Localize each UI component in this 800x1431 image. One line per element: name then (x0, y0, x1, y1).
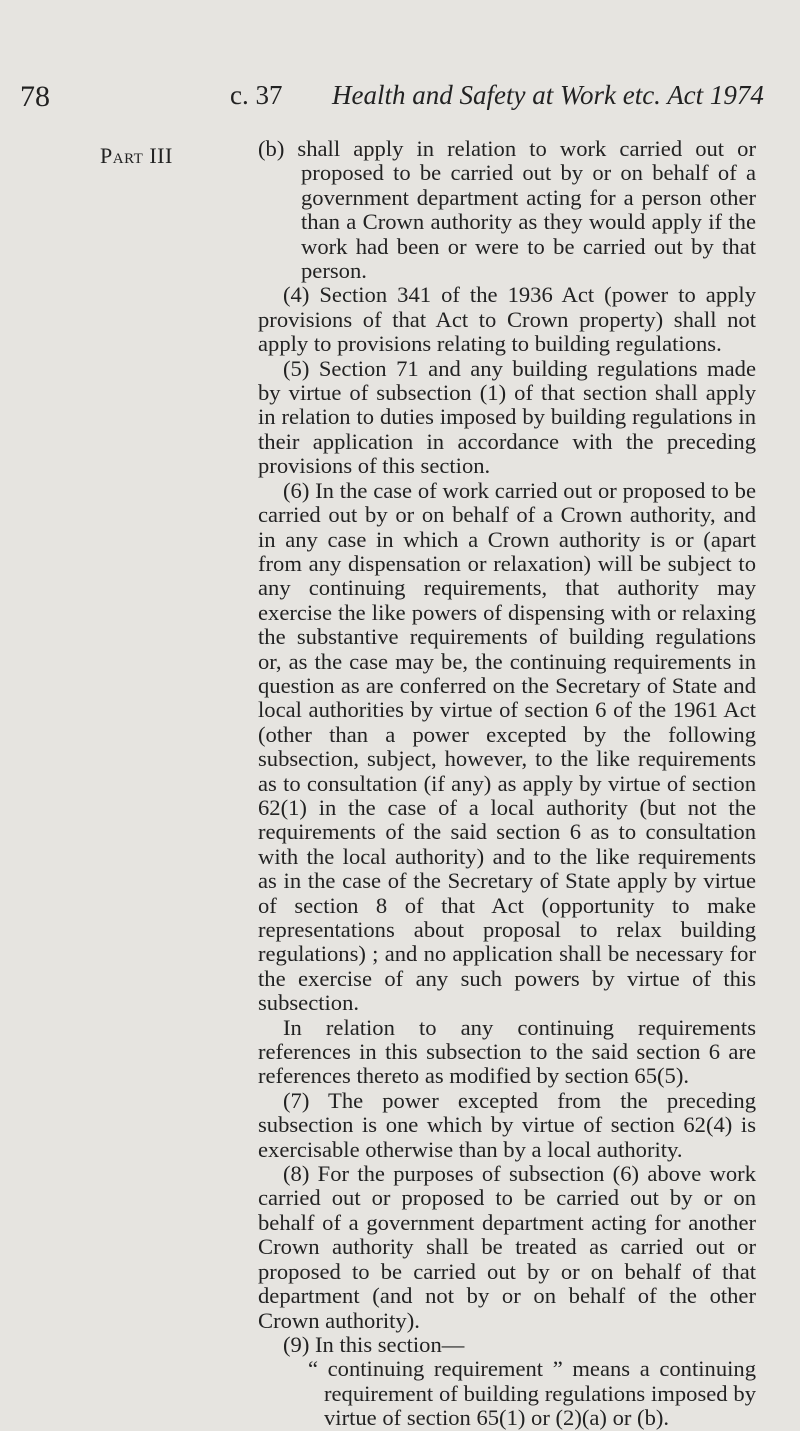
definition-continuing-requirement: “ continuing requirement ” means a continuing requirement of building regulations imposed by virtue of section 65(1) or (2)(a) or (b). (308, 1356, 756, 1431)
subsection-7: (7) The power excepted from the preceding subsection is one which by virtue of section 62(4) is exercisable otherwise than by a local authority. (258, 1087, 756, 1162)
paragraph-b: (b) shall apply in relation to work carried out or proposed to be carried out by or on behalf of a government department acting for a person other than a Crown authority as they would apply if the work had been or were to be carried out by that person. (258, 136, 756, 284)
part-label: Part III (100, 143, 173, 168)
body-text (258, 137, 756, 1431)
subsection-5: (5) Section 71 and any building regulations made by virtue of subsection (1) of that section shall apply in relation to duties imposed by building regulations in their application in accordance with the preceding provisions of this section. (258, 355, 756, 479)
subsection-6-continuation: In relation to any continuing requirements references in this subsection to the said section 6 are references thereto as modified by section 65(5). (258, 1014, 756, 1089)
running-title: Health and Safety at Work etc. Act 1974 (332, 80, 764, 110)
subsection-8: (8) For the purposes of subsection (6) above work carried out or proposed to be carried out by or on behalf of a government department acting for another Crown authority shall be treated as carried out or proposed to be carried out by or on behalf of that department (and not by or on behalf of the other Crown authority). (258, 1161, 756, 1333)
chapter-number: c. 37 (230, 80, 283, 110)
subsection-9: (9) In this section— (283, 1331, 465, 1357)
page-number: 78 (20, 80, 50, 113)
subsection-4: (4) Section 341 of the 1936 Act (power to apply provisions of that Act to Crown property) shall not apply to provisions relating to building regulations. (258, 282, 756, 357)
subsection-6: (6) In the case of work carried out or proposed to be carried out by or on behalf of a Crown authority, and in any case in which a Crown authority is or (apart from any dispensation or relaxation) will be subject to any continuing requirements, that authority may exercise the like powers of dispensing with or relaxing the substantive requirements of building regulations or, as the case may be, the continuing requirements in question as are conferred on the Secretary of State and local authorities by virtue of section 6 of the 1961 Act (other than a power excepted by the following subsection, subject, however, to the like requirements as to consultation (if any) as apply by virtue of section 62(1) in the case of a local authority (but not the requirements of the said section 6 as to consultation with the local authority) and to the like requirements as in the case of the Secretary of State apply by virtue of section 8 of that Act (opportunity to make representations about proposal to relax building regulations) ; and no application shall be necessary for the exercise of any such powers by virtue of this subsection. (258, 477, 756, 1016)
